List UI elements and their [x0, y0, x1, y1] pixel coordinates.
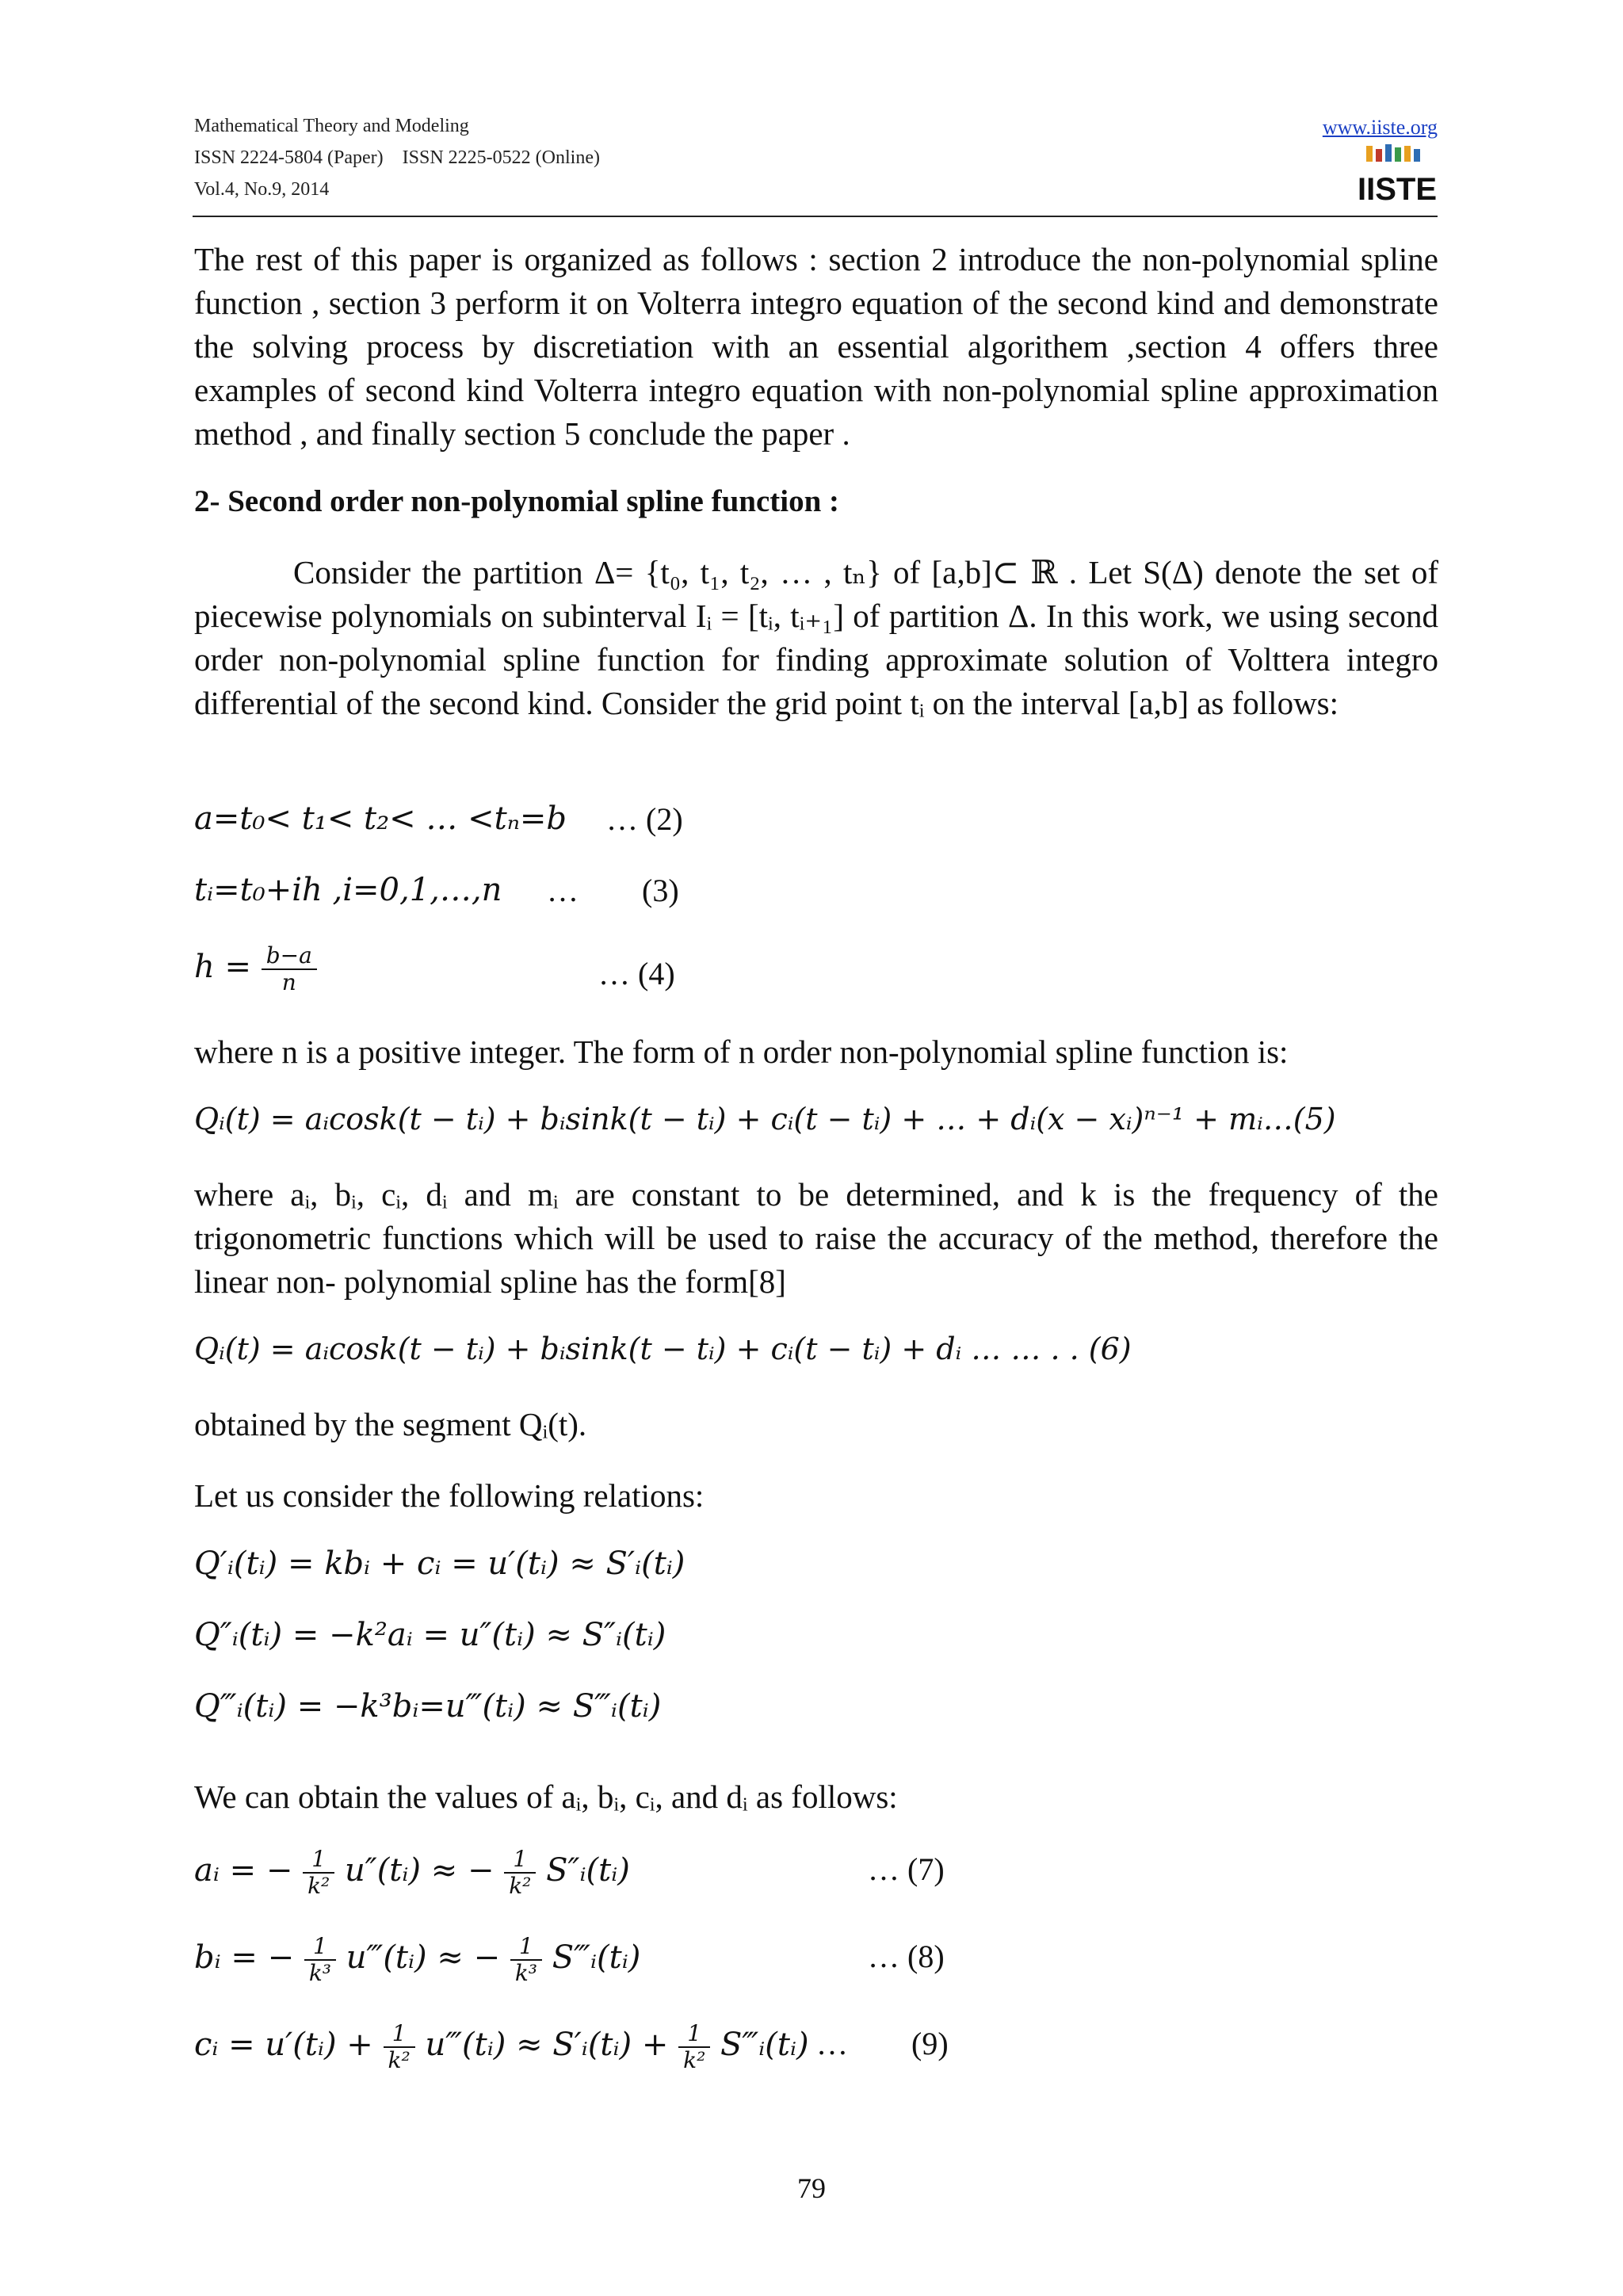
equation-9-part-c: S‴ᵢ(tᵢ)	[720, 2027, 809, 2063]
fraction-numerator: 1	[504, 1847, 536, 1874]
page-number: 79	[797, 2172, 826, 2204]
fraction-numerator: 1	[384, 2021, 415, 2048]
partition-paragraph: Consider the partition Δ= {t₀, t₁, t₂, … , tₙ} of [a,b]⊂ ℝ . Let S(Δ) denote the set of piecewise polynomials on subinterval Iᵢ = [tᵢ, tᵢ₊₁] of partition Δ. In this work, we using second order non-polynomial spline function for finding approximate solution of Volttera integro differential of the second kind. Consider the grid point tᵢ on the interval [a,b] as follows:	[194, 554, 1438, 721]
fraction-one-over-k2	[504, 1847, 536, 1899]
equation-9	[194, 2021, 809, 2073]
header-rule	[193, 216, 1438, 217]
issn-line: ISSN 2224-5804 (Paper) ISSN 2225-0522 (Online)	[194, 147, 600, 168]
equation-4-label: … (4)	[598, 956, 675, 991]
website-link[interactable]: www.iiste.org	[1322, 116, 1438, 139]
equation-4-fraction	[262, 943, 317, 995]
equation-7-part-a: aᵢ = −	[194, 1852, 293, 1889]
equation-2-label: … (2)	[606, 801, 683, 837]
equation-8-part-a: bᵢ = −	[194, 1939, 295, 1976]
equation-8-label: … (8)	[868, 1939, 945, 1974]
equation-4-denominator: n	[281, 969, 296, 995]
intro-paragraph: The rest of this paper is organized as follows : section 2 introduce the non-polynomial spline function , section 3 perform it on Volterra integro equation of the second kind and demonstrate the solving process by discretiation with an essential algorithem ,section 4 offers three examples of second kind Volterra integro equation with non-polynomial spline approximation method , and finally section 5 conclude the paper .	[194, 241, 1438, 452]
relations-paragraph: Let us consider the following relations:	[194, 1477, 705, 1514]
volume-line: Vol.4, No.9, 2014	[194, 179, 330, 200]
segment-paragraph: obtained by the segment Qᵢ(t).	[194, 1406, 587, 1442]
fraction-one-over-k2	[678, 2021, 710, 2073]
fraction-denominator: k³	[308, 1960, 332, 1986]
constants-paragraph: where aᵢ, bᵢ, cᵢ, dᵢ and mᵢ are constant to be determined, and k is the frequency of the trigonometric functions which will be used to raise the accuracy of the method, therefore the linear non- polynomial spline has the form[8]	[194, 1176, 1438, 1300]
fraction-one-over-k2	[384, 2021, 415, 2073]
equation-4-numerator: b−a	[262, 943, 317, 970]
fraction-one-over-k2	[303, 1847, 334, 1899]
fraction-denominator: k²	[307, 1873, 330, 1899]
relation-2: Q″ᵢ(tᵢ) = −k²aᵢ = u″(tᵢ) ≈ S″ᵢ(tᵢ)	[194, 1617, 666, 1653]
section-title: 2- Second order non-polynomial spline function :	[194, 484, 840, 518]
equation-7-label: … (7)	[868, 1851, 945, 1887]
equation-4-lhs: h =	[194, 949, 251, 985]
fraction-numerator: 1	[303, 1847, 334, 1874]
equation-3-label: … (3)	[547, 873, 679, 908]
equation-5: Qᵢ(t) = aᵢcosk(t − tᵢ) + bᵢsink(t − tᵢ) + cᵢ(t − tᵢ) + … + dᵢ(x − xᵢ)ⁿ⁻¹ + mᵢ…(5)	[194, 1102, 1336, 1137]
equation-7	[194, 1847, 630, 1899]
equation-9-part-a: cᵢ = u′(tᵢ) +	[194, 2027, 373, 2063]
fraction-numerator: 1	[678, 2021, 710, 2048]
iiste-logo	[1357, 143, 1438, 207]
equation-2: a=t₀< t₁< t₂< … <tₙ=b	[194, 800, 567, 837]
equation-3: tᵢ=t₀+ih ,i=0,1,…,n	[194, 872, 502, 908]
fraction-numerator: 1	[304, 1934, 336, 1961]
fraction-denominator: k³	[514, 1960, 538, 1986]
relation-1: Q′ᵢ(tᵢ) = kbᵢ + cᵢ = u′(tᵢ) ≈ S′ᵢ(tᵢ)	[194, 1545, 685, 1582]
equation-7-part-c: S″ᵢ(tᵢ)	[546, 1852, 630, 1889]
values-paragraph: We can obtain the values of aᵢ, bᵢ, cᵢ, and dᵢ as follows:	[194, 1778, 898, 1815]
equation-7-part-b: u″(tᵢ) ≈ −	[345, 1852, 495, 1889]
fraction-denominator: k²	[683, 2047, 706, 2073]
equation-8	[194, 1934, 640, 1986]
fraction-one-over-k3	[304, 1934, 336, 1986]
n-order-paragraph: where n is a positive integer. The form of n order non-polynomial spline function is:	[194, 1033, 1289, 1070]
journal-name: Mathematical Theory and Modeling	[194, 116, 469, 136]
fraction-denominator: k²	[388, 2047, 411, 2073]
equation-8-part-c: S‴ᵢ(tᵢ)	[552, 1939, 641, 1976]
equation-9-part-b: u‴(tᵢ) ≈ S′ᵢ(tᵢ) +	[425, 2027, 669, 2063]
svg-text:IISTE: IISTE	[1357, 172, 1438, 207]
equation-6: Qᵢ(t) = aᵢcosk(t − tᵢ) + bᵢsink(t − tᵢ) + cᵢ(t − tᵢ) + dᵢ … … . . (6)	[194, 1331, 1132, 1366]
equation-9-label: … (9)	[816, 2026, 949, 2061]
fraction-one-over-k3	[510, 1934, 542, 1986]
fraction-numerator: 1	[510, 1934, 542, 1961]
fraction-denominator: k²	[509, 1873, 532, 1899]
relation-3: Q‴ᵢ(tᵢ) = −k³bᵢ=u‴(tᵢ) ≈ S‴ᵢ(tᵢ)	[194, 1688, 662, 1725]
equation-4	[194, 943, 317, 995]
equation-8-part-b: u‴(tᵢ) ≈ −	[346, 1939, 501, 1976]
